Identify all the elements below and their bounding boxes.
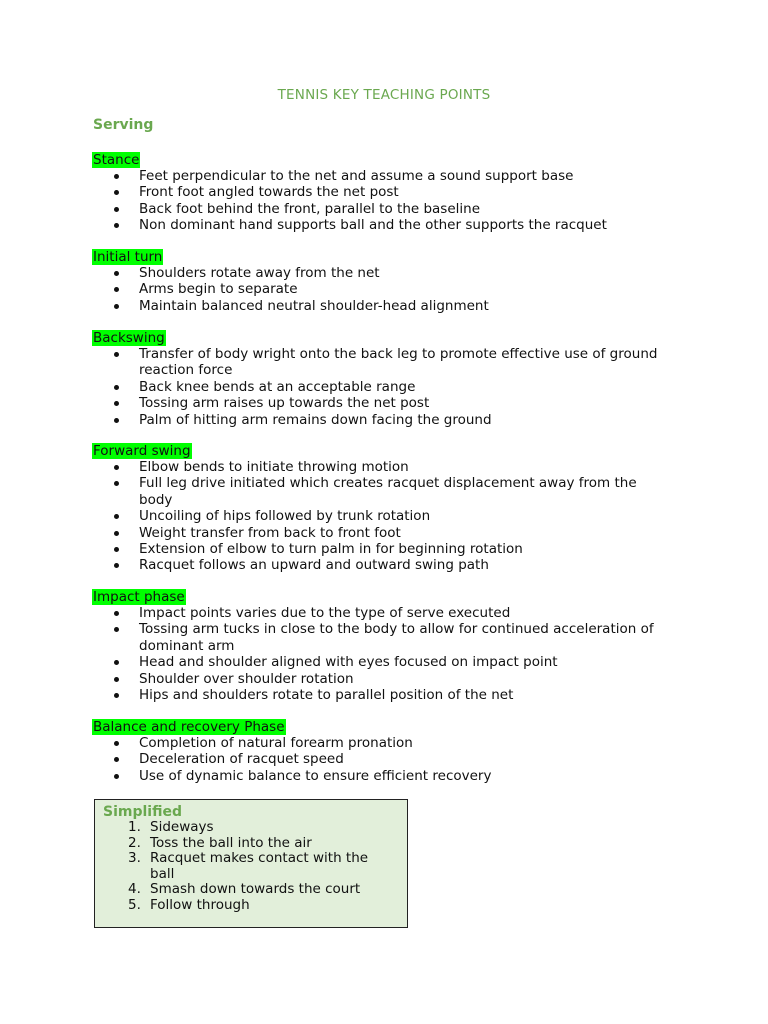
bullet-icon: [114, 207, 119, 212]
bullet-icon: [114, 271, 119, 276]
list-item: 3. Racquet makes contact with the ball: [128, 850, 369, 882]
subsection-heading: Initial turn: [93, 249, 163, 265]
list-item: Racquet follows an upward and outward swing path: [93, 557, 673, 573]
list-item: Hips and shoulders rotate to parallel position of the net: [93, 687, 673, 703]
bullet-icon: [114, 757, 119, 762]
simplified-steps: [103, 820, 399, 913]
list-item: Transfer of body wright onto the back leg to promote effective use of ground reaction force: [93, 346, 673, 379]
bullet-icon: [114, 465, 119, 470]
bullet-icon: [114, 774, 119, 779]
list-item: Tossing arm tucks in close to the body to allow for continued acceleration of dominant arm: [93, 621, 673, 654]
bullet-list: [93, 346, 673, 428]
bullet-list: [93, 605, 673, 703]
bullet-icon: [114, 287, 119, 292]
list-item: Extension of elbow to turn palm in for beginning rotation: [93, 541, 673, 557]
subsection-heading: Impact phase: [93, 589, 185, 605]
list-item: Back knee bends at an acceptable range: [93, 379, 673, 395]
list-item: Shoulders rotate away from the net: [93, 265, 673, 281]
list-item: Maintain balanced neutral shoulder-head alignment: [93, 298, 673, 314]
list-item: Weight transfer from back to front foot: [93, 525, 673, 541]
bullet-icon: [114, 190, 119, 195]
list-item: Head and shoulder aligned with eyes focused on impact point: [93, 654, 673, 670]
subsection-balance-recovery: [93, 716, 673, 784]
list-item: Arms begin to separate: [93, 281, 673, 297]
list-item: 1. Sideways: [128, 819, 214, 835]
subsection-backswing: [93, 327, 673, 428]
bullet-icon: [114, 677, 119, 682]
bullet-icon: [114, 547, 119, 552]
bullet-icon: [114, 693, 119, 698]
subsection-stance: [93, 149, 673, 234]
subsection-heading: Stance: [93, 152, 140, 168]
list-item: Back foot behind the front, parallel to the baseline: [93, 201, 673, 217]
subsection-heading: Backswing: [93, 330, 165, 346]
bullet-icon: [114, 563, 119, 568]
subsection-initial-turn: [93, 246, 673, 314]
bullet-icon: [114, 627, 119, 632]
bullet-icon: [114, 531, 119, 536]
list-item: Elbow bends to initiate throwing motion: [93, 459, 673, 475]
bullet-icon: [114, 418, 119, 423]
list-item: 5. Follow through: [128, 896, 250, 913]
bullet-icon: [114, 514, 119, 519]
list-item: Use of dynamic balance to ensure efficient recovery: [93, 768, 673, 784]
bullet-icon: [114, 481, 119, 486]
list-item: 4. Smash down towards the court: [128, 881, 361, 897]
bullet-icon: [114, 304, 119, 309]
document-title: TENNIS KEY TEACHING POINTS: [277, 87, 491, 103]
list-item: Uncoiling of hips followed by trunk rotation: [93, 508, 673, 524]
bullet-list: [93, 735, 673, 784]
list-item: Completion of natural forearm pronation: [93, 735, 673, 751]
list-item: Front foot angled towards the net post: [93, 184, 673, 200]
bullet-icon: [114, 741, 119, 746]
bullet-icon: [114, 385, 119, 390]
list-item: Palm of hitting arm remains down facing the ground: [93, 412, 673, 428]
bullet-icon: [114, 352, 119, 357]
list-item: Shoulder over shoulder rotation: [93, 671, 673, 687]
bullet-icon: [114, 611, 119, 616]
bullet-icon: [114, 401, 119, 406]
subsection-impact-phase: [93, 586, 673, 703]
list-item: Deceleration of racquet speed: [93, 751, 673, 767]
subsection-heading: Balance and recovery Phase: [93, 719, 285, 735]
bullet-icon: [114, 223, 119, 228]
list-item: Tossing arm raises up towards the net post: [93, 395, 673, 411]
bullet-icon: [114, 660, 119, 665]
list-item: 2. Toss the ball into the air: [128, 834, 312, 851]
list-item: Full leg drive initiated which creates racquet displacement away from the body: [93, 475, 673, 508]
bullet-list: [93, 459, 673, 574]
bullet-list: [93, 265, 673, 314]
simplified-box: [94, 799, 408, 928]
section-title-serving: Serving: [93, 117, 154, 133]
simplified-title: Simplified: [103, 804, 182, 820]
subsection-forward-swing: [93, 440, 673, 574]
bullet-list: [93, 168, 673, 234]
bullet-icon: [114, 174, 119, 179]
list-item: Impact points varies due to the type of serve executed: [93, 605, 673, 621]
list-item: Non dominant hand supports ball and the other supports the racquet: [93, 217, 673, 233]
subsection-heading: Forward swing: [93, 443, 191, 459]
list-item: Feet perpendicular to the net and assume a sound support base: [93, 168, 673, 184]
